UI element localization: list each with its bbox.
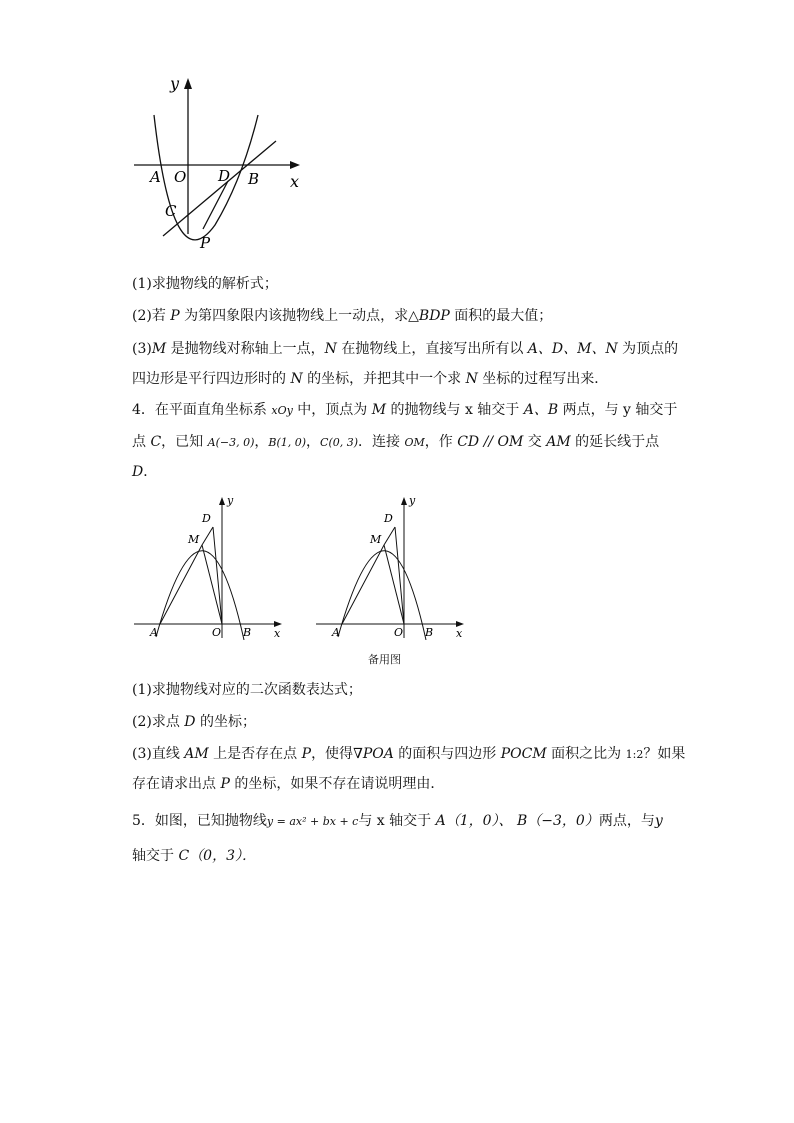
q4-part3-text: 的面积与四边形 <box>393 746 501 762</box>
q3-part3-text: 的坐标，并把其中一个求 <box>302 371 466 387</box>
q4-var-am: AM <box>184 746 209 762</box>
q4-part2-text: 的坐标； <box>195 714 256 730</box>
q5-stem-line2 <box>132 846 256 866</box>
label-x: x <box>456 627 463 640</box>
q4-var-d: D <box>132 464 144 480</box>
q4-stem-text: 的抛物线与 x 轴交于 <box>386 402 524 418</box>
parabola-curve <box>154 115 258 240</box>
q3-part3-text: 是抛物线对称轴上一点， <box>166 341 325 357</box>
label-m: M <box>188 533 200 546</box>
q4-part1-text: (1)求抛物线对应的二次函数表达式； <box>132 682 362 698</box>
x-axis-arrow <box>290 161 300 169</box>
label-p: P <box>200 234 211 252</box>
y-axis-arrow <box>184 78 192 89</box>
q3-part2-text: (2)若 <box>132 308 171 324</box>
q4-part3-line1 <box>132 744 685 765</box>
label-d: D <box>202 512 211 525</box>
label-a: A <box>150 626 158 639</box>
q4-stem-text: ， <box>306 434 321 450</box>
q4-part3-text: ？如果 <box>643 746 686 762</box>
q4-var-c: C <box>150 434 162 450</box>
segment-m-o <box>202 545 222 624</box>
label-o: O <box>394 626 404 639</box>
q3-part2 <box>132 306 552 326</box>
q5-var-y: y <box>654 813 663 829</box>
y-axis-arrow <box>219 497 225 505</box>
q4-part1 <box>132 680 362 700</box>
q4-stem-text: 中，顶点为 <box>292 402 372 418</box>
q3-var-n: N <box>324 341 337 357</box>
spare-figure-caption: 备用图 <box>368 653 401 666</box>
segment-m-o <box>384 545 404 624</box>
q4-var-ab: A、B <box>523 402 559 418</box>
q4-var-om: OM <box>404 436 425 449</box>
label-y: y <box>170 74 180 93</box>
q3-var-bdp: BDP <box>418 308 450 324</box>
q4-stem-text: ，作 <box>424 434 458 450</box>
q4-part3-line2 <box>132 774 444 794</box>
parabola-curve <box>156 551 244 640</box>
q4-var-p: P <box>220 776 230 792</box>
q4-var-am: AM <box>546 434 571 450</box>
q4-part3-text: (3)直线 <box>132 746 185 762</box>
label-b: B <box>243 626 252 639</box>
q4-var-d: D <box>184 714 196 730</box>
label-m: M <box>370 533 382 546</box>
label-y: y <box>409 494 416 507</box>
q4-point-a: A(−3, 0) <box>207 436 255 449</box>
label-b: B <box>425 626 434 639</box>
q3-part3-line1 <box>132 339 678 359</box>
line-a-m-d <box>160 527 213 624</box>
q5-point-c: C（0，3）． <box>178 848 256 864</box>
q5-point-b: B（−3，0） <box>516 813 599 829</box>
q5-stem-text: 轴交于 <box>132 848 179 864</box>
q4-point-c: C(0, 3) <box>320 436 359 449</box>
q3-var-p: P <box>170 308 180 324</box>
label-b: B <box>248 170 260 188</box>
q3-vars-admn: A、D、M、N <box>527 341 618 357</box>
q5-stem-text: 与 x 轴交于 <box>358 813 436 829</box>
q4-stem-line3 <box>132 462 157 482</box>
label-d: D <box>218 167 231 185</box>
q3-var-n: N <box>290 371 303 387</box>
q3-part3-text: (3) <box>132 341 152 357</box>
q3-part1 <box>132 274 278 294</box>
y-axis-arrow <box>401 497 407 505</box>
q4-var-p: P <box>301 746 312 762</box>
line-bc <box>163 141 276 236</box>
label-y: y <box>227 494 234 507</box>
q3-part3-text: 四边形是平行四边形时的 <box>132 371 291 387</box>
label-x: x <box>274 627 281 640</box>
q4-part3-text: 上是否存在点 <box>208 746 302 762</box>
q5-point-a: A（1，0）、 <box>435 813 513 829</box>
q3-var-m: M <box>151 341 167 357</box>
q3-part2-text: 为第四象限内该抛物线上一动点，求△ <box>179 308 419 324</box>
q5-equation: y = ax² + bx + c <box>266 815 359 828</box>
q4-ratio: 1:2 <box>625 748 644 761</box>
q3-part2-text: 面积的最大值； <box>449 308 553 324</box>
q4-stem-line2 <box>132 432 659 453</box>
q4-var-m: M <box>371 402 387 418</box>
q3-part1-text: (1)求抛物线的解析式； <box>132 276 278 292</box>
q5-stem-text: 5．如图，已知抛物线 <box>132 813 267 829</box>
q4-stem-text: 点 <box>132 434 151 450</box>
q4-part3-text: 的坐标，如果不存在请说明理由． <box>229 776 445 792</box>
label-d: D <box>384 512 393 525</box>
q3-part3-text: 在抛物线上，直接写出所有以 <box>336 341 528 357</box>
segment-d-o <box>213 527 222 624</box>
q4-stem-text: 4．在平面直角坐标系 <box>132 402 272 418</box>
q4-xoy: xOy <box>271 404 293 417</box>
q5-stem-text: 两点，与 <box>598 813 655 829</box>
q4-triangle-poa: ∇POA <box>353 746 394 762</box>
q4-part3-text: 面积之比为 <box>546 746 626 762</box>
figure-parabola-2 <box>130 490 290 640</box>
q3-part3-line2 <box>132 369 608 389</box>
q4-quad-pocm: POCM <box>500 746 547 762</box>
q3-part3-text: 坐标的过程写出来． <box>477 371 609 387</box>
q3-part3-text: 为顶点的 <box>617 341 679 357</box>
q4-stem-text: 交 <box>523 434 547 450</box>
q4-part3-text: ，使得 <box>311 746 354 762</box>
q4-stem-line1 <box>132 400 677 421</box>
q4-part2-text: (2)求点 <box>132 714 185 730</box>
label-a: A <box>332 626 340 639</box>
q3-var-n: N <box>465 371 478 387</box>
q5-stem-line1 <box>132 811 663 832</box>
figure-parabola-spare <box>312 490 472 640</box>
q4-stem-text: 两点，与 y 轴交于 <box>558 402 678 418</box>
label-x: x <box>290 172 300 191</box>
q4-part2 <box>132 712 256 732</box>
q4-cd-parallel-om: CD // OM <box>457 434 524 450</box>
q4-point-b: B(1, 0) <box>268 436 307 449</box>
line-a-m-d <box>342 527 395 624</box>
label-o: O <box>212 626 222 639</box>
q4-stem-text: ． <box>143 464 158 480</box>
q4-part3-text: 存在请求出点 <box>132 776 221 792</box>
label-c: C <box>165 202 177 220</box>
q4-stem-text: 的延长线于点 <box>570 434 660 450</box>
label-o: O <box>174 168 187 186</box>
figure-parabola-1 <box>128 70 308 255</box>
q4-stem-text: ，已知 <box>161 434 208 450</box>
q4-stem-text: ．连接 <box>358 434 405 450</box>
segment-d-o <box>395 527 404 624</box>
parabola-curve <box>338 551 426 640</box>
segment-dp <box>203 181 228 229</box>
label-a: A <box>150 168 161 186</box>
q4-stem-text: ， <box>254 434 269 450</box>
